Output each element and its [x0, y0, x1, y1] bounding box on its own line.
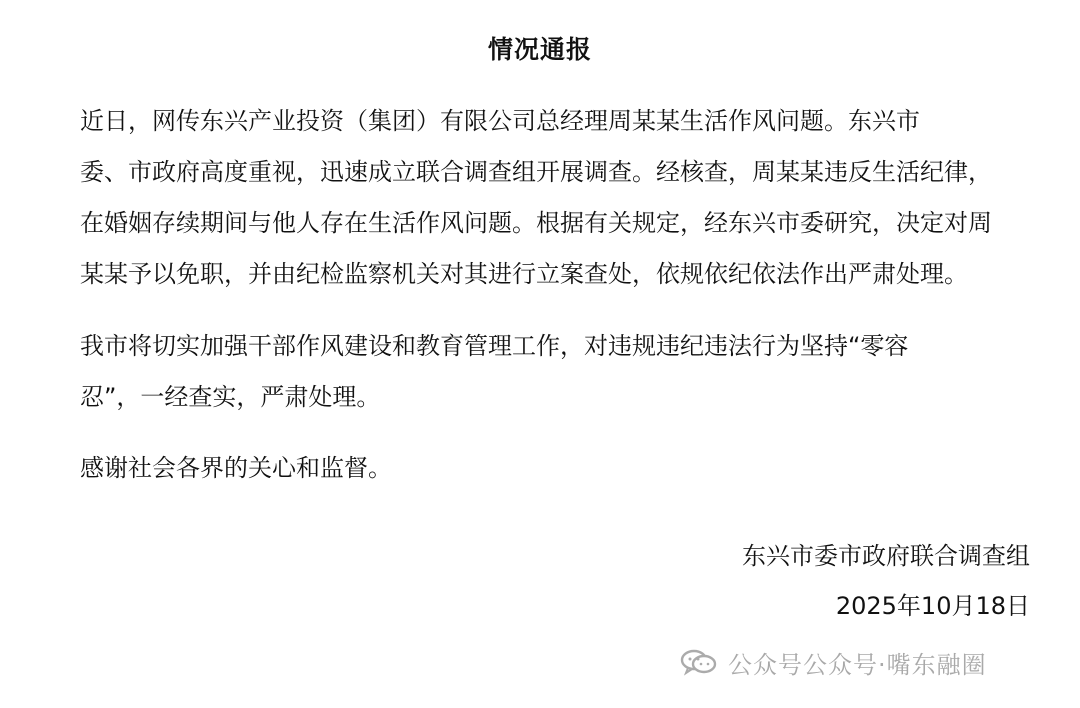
- wechat-icon: [680, 647, 718, 677]
- watermark-text: 公众号公众号·嘴东融圈: [728, 650, 987, 679]
- paragraph-investigation: [80, 96, 1035, 300]
- issuer-signature: 东兴市委市政府联合调查组: [742, 542, 1030, 570]
- issue-date: 2025年10月18日: [835, 592, 1030, 620]
- paragraph-thanks: [80, 443, 1035, 494]
- wechat-watermark: [680, 640, 1050, 684]
- paragraph-line: 某某予以免职，并由纪检监察机关对其进行立案查处，依规依纪依法作出严肃处理。: [80, 260, 968, 288]
- paragraph-line: 忍”，一经查实，严肃处理。: [80, 383, 381, 411]
- paragraph-line: 我市将切实加强干部作风建设和教育管理工作，对违规违纪违法行为坚持“零容: [80, 332, 909, 360]
- paragraph-line: 委、市政府高度重视，迅速成立联合调查组开展调查。经核查，周某某违反生活纪律，: [80, 158, 992, 186]
- paragraph-discipline: [80, 321, 1035, 423]
- paragraph-line: 近日，网传东兴产业投资（集团）有限公司总经理周某某生活作风问题。东兴市: [80, 107, 920, 135]
- paragraph-line: 在婚姻存续期间与他人存在生活作风问题。根据有关规定，经东兴市委研究，决定对周: [80, 209, 992, 237]
- paragraph-line: 感谢社会各界的关心和监督。: [80, 454, 392, 482]
- notice-title: 情况通报: [487, 35, 592, 64]
